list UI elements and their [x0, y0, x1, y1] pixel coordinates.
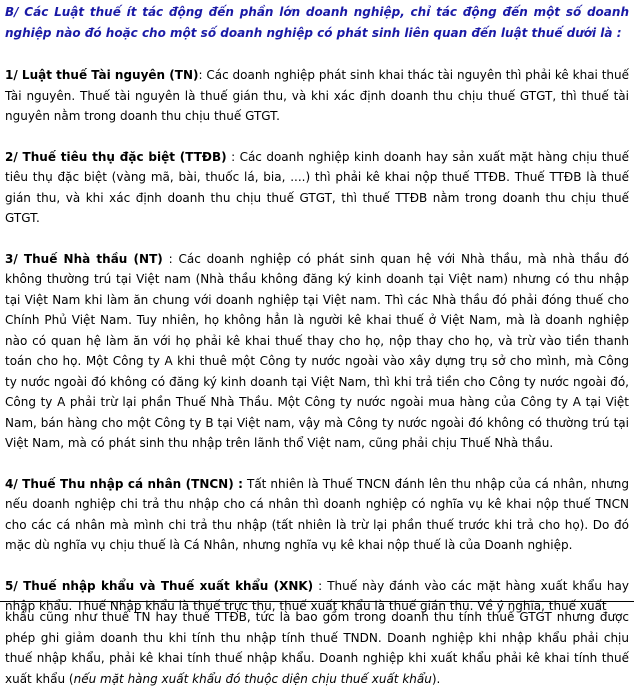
section-body: Các doanh nghiệp phát sinh khai thác tài nguyên thì phải kê khai thuế Tài nguyên. Thuế tài nguyên là thuế gián thu, và khi xác định doanh thu chịu thuế GTGT, thì thuế tài nguyên nằm trong doanh thu chịu thuế GTGT. [5, 68, 630, 123]
section-body: Thuế này đánh vào các mặt hàng xuất khẩu hay nhập khẩu. Thuế Nhập khẩu là thuế trực thu, thuế xuất khẩu là thuế gián thu. Về ý nghĩa, thuế xuất [5, 578, 629, 613]
section-contractor-tax [5, 249, 629, 454]
section-personal-income-tax [5, 474, 629, 556]
section-separator: : [198, 68, 207, 82]
continuation-paragraph [5, 607, 629, 689]
section-body: Các doanh nghiệp có phát sinh quan hệ với Nhà thầu, mà nhà thầu đó không thường trú tại Việt nam (Nhà thầu không đăng ký kinh doanh tại Việt nam) nhưng có thu nhập tại Việt Nam khi làm ăn chung với doanh nghiệp tại Việt nam. Thì các Nhà thầu đó phải đóng thuế cho Chính Phủ Việt Nam. Tuy nhiên, họ không hẳn là người kê khai thuế ở Việt Nam, mà là doanh nghiệp nào có quan hệ làm ăn với họ phải kê khai thuế thay cho họ, nộp thay cho họ, và trừ vào tiền thanh toán cho họ. Một Công ty A khi thuê một Công ty nước ngoài vào xây dựng trụ sở cho mình, mà Công ty nước ngoài đó không có đăng ký kinh doanh tại Việt Nam, thì khi trả tiền cho Công ty nước ngoài đó, Công ty A phải trừ lại phần Thuế Nhà Thầu. Một Công ty nước ngoài mua hàng của Công ty A tại Việt Nam, bán hàng cho một Công ty B tại Việt nam, vậy mà Công ty nước ngoài đó không có thường trú tại Việt Nam, mà có phát sinh thu nhập trên lãnh thổ Việt nam, cũng phải chịu Thuế Nhà thầu. [5, 251, 630, 450]
intro-paragraph: B/ Các Luật thuế ít tác động đến phần lớn doanh nghiệp, chỉ tác động đến một số doanh nghiệp nào đó hoặc cho một số doanh nghiệp có phát sinh liên quan đến luật thuế dưới là : [5, 5, 629, 40]
section-heading: 1/ Luật thuế Tài nguyên (TN) [5, 68, 199, 82]
section-heading: 2/ Thuế tiêu thụ đặc biệt (TTĐB) [5, 149, 227, 164]
section-heading: 5/ Thuế nhập khẩu và Thuế xuất khẩu (XNK) [5, 578, 314, 593]
section-heading: 3/ Thuế Nhà thầu (NT) [5, 251, 163, 266]
section-body: Các doanh nghiệp kinh doanh hay sản xuất mặt hàng chịu thuế tiêu thụ đặc biệt (vàng mã, bài, thuốc lá, bia, ....) thì phải kê khai nộp thuế TTĐB. Thuế TTĐB là thuế gián thu, và khi xác định doanh thu chịu thuế GTGT, thì thuế TTĐB nằm trong doanh thu chịu thuế GTGT. [5, 149, 630, 225]
continuation-text: khẩu cũng như thuế TN hay thuế TTĐB, tức là bao gồm trong doanh thu tính thuế GTGT nhưng được phép ghi giảm doanh thu khi tính thu nhập tính thuế TNDN. Doanh nghiệp khi nhập khẩu phải chịu thuế nhập khẩu, phải kê khai tính thuế nhập khẩu. Doanh nghiệp khi xuất khẩu phải kê khai tính thuế xuất khẩu ( [5, 610, 629, 686]
continuation-note: nếu mặt hàng xuất khẩu đó thuộc diện chịu thuế xuất khẩu [73, 671, 432, 686]
section-special-consumption-tax [5, 147, 629, 229]
document-body [5, 0, 629, 617]
section-body: Tất nhiên là Thuế TNCN đánh lên thu nhập của cá nhân, nhưng nếu doanh nghiệp chi trả thu nhập cho cá nhân thì doanh nghiệp có nghĩa vụ kê khai nộp thuế TNCN cho các cá nhân mà mình chi trả thu nhập (tất nhiên là trừ lại phần thuế trước khi trả cho họ). Do đó mặc dù nghĩa vụ chịu thuế là Cá Nhân, nhưng nghĩa vụ kê khai nộp thuế là của Doanh nghiệp. [5, 476, 629, 552]
section-separator: : [162, 251, 179, 266]
section-heading: 4/ Thuế Thu nhập cá nhân (TNCN) : [5, 476, 243, 491]
page-divider [0, 601, 634, 602]
section-tax-resources [5, 65, 629, 127]
section-separator: : [226, 149, 240, 164]
section-separator: : [313, 578, 328, 593]
continuation-end: ). [431, 671, 441, 686]
